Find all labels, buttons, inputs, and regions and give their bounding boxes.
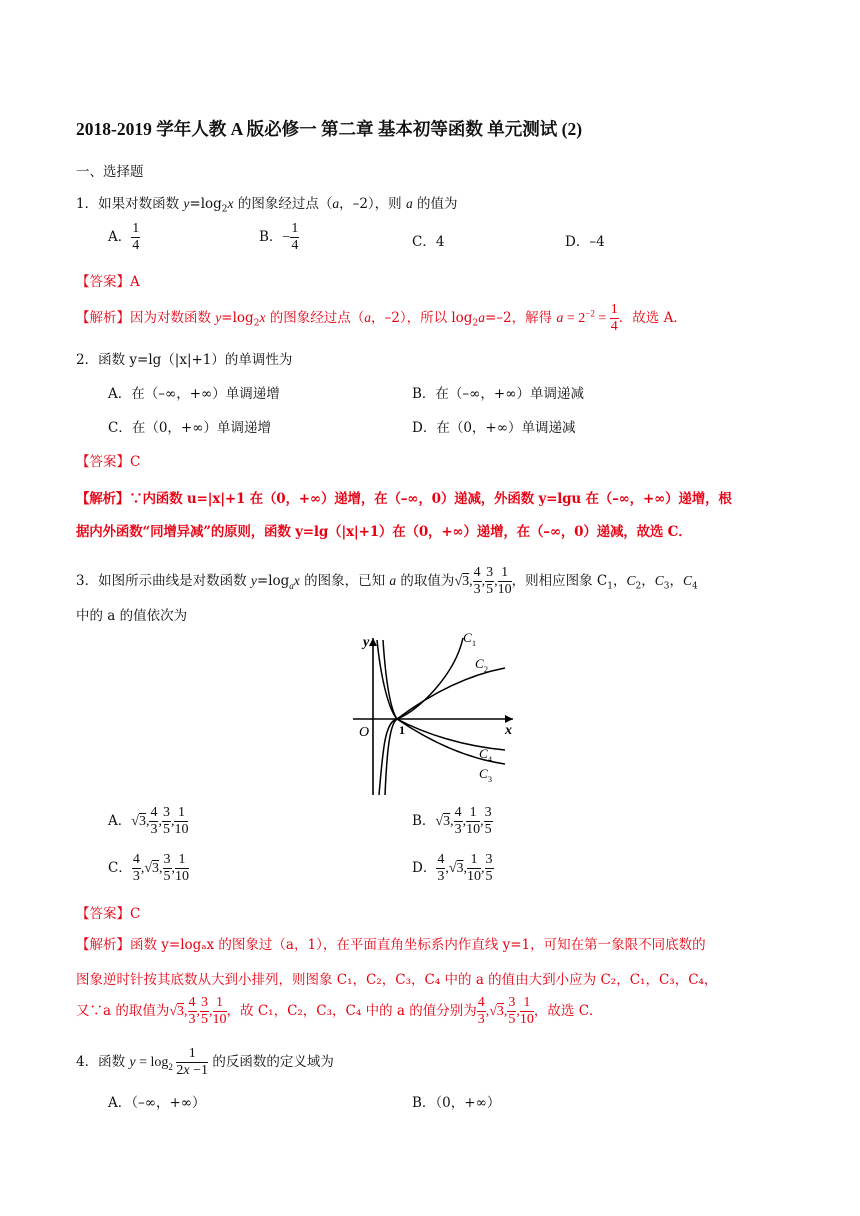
page-title: 2018-2019 学年人教 A 版必修一 第二章 基本初等函数 单元测试 (2) bbox=[76, 119, 583, 139]
svg-text:x: x bbox=[505, 723, 512, 738]
q3-option-a: A．√3, $\frac{4}{3}$ , $\frac{3}{5}$ , $\frac{1}{10}$ bbox=[108, 805, 189, 837]
svg-text:4: 4 bbox=[488, 755, 492, 764]
q3-answer: 【答案】C bbox=[76, 906, 141, 922]
svg-text:C: C bbox=[475, 656, 484, 671]
svg-text:C: C bbox=[463, 630, 472, 645]
q2-answer: 【答案】C bbox=[76, 454, 141, 470]
q1-answer: 【答案】A bbox=[76, 274, 140, 290]
svg-text:O: O bbox=[359, 725, 370, 740]
q1-analysis: 【解析】因为对数函数 $y=\log_2x$ 的图象经过点（a，–2），所以 $\log_2a=-2$，解得 $a = 2^{-2}$ = $\frac{1}{4}$ ．故选 A． bbox=[76, 302, 687, 334]
q4-option-b: B．（0，+∞） bbox=[412, 1095, 501, 1111]
svg-text:1: 1 bbox=[472, 639, 476, 648]
q2-option-a: A．在（–∞，+∞）单调递增 bbox=[108, 386, 280, 402]
q2-option-d: D．在（0，+∞）单调递减 bbox=[412, 420, 576, 436]
q2-analysis-line-2: 据内外函数“同增异减”的原则，函数 y=lg（|x|+1）在（0，+∞）递增，在（–∞，0）递减，故选 C． bbox=[76, 524, 692, 540]
q2-option-b: B．在（–∞，+∞）单调递减 bbox=[412, 386, 584, 402]
q2-option-c: C．在（0，+∞）单调递增 bbox=[108, 420, 271, 436]
q3-analysis-line-1: 【解析】函数 y=logₐx 的图象过（a，1），在平面直角坐标系内作直线 y=1，可知在第一象限不同底数的 bbox=[76, 937, 706, 953]
svg-text:2: 2 bbox=[484, 665, 488, 674]
q3-option-d: D． $\frac{4}{3}$ ,√3, $\frac{1}{10}$ , $\frac{3}{5}$ bbox=[412, 852, 493, 884]
q3-option-b: B．√3, $\frac{4}{3}$ , $\frac{1}{10}$ , $\frac{3}{5}$ bbox=[412, 805, 492, 837]
q4-option-a: A．（–∞，+∞） bbox=[108, 1095, 206, 1111]
svg-text:y: y bbox=[363, 635, 370, 650]
q3-option-c: C． $\frac{4}{3}$ ,√3, $\frac{3}{5}$ , $\frac{1}{10}$ bbox=[108, 852, 190, 884]
svg-text:C: C bbox=[479, 766, 488, 781]
q3-analysis-line-3: 又∵a 的取值为√3, $\frac{4}{3}$ , $\frac{3}{5}$ , $\frac{1}{10}$ ，故 C₁，C₂，C₃，C₄ 中的 a 的值分别为 $\frac{4}{3}$ ,√3, $\frac{3}{5}$ , $\frac{1}{10}$ ，故选 C． bbox=[76, 995, 603, 1027]
q2-analysis-line-1: 【解析】∵内函数 u=|x|+1 在（0，+∞）递增，在（–∞，0）递减，外函数 y=lgu 在（–∞，+∞）递增，根 bbox=[76, 491, 732, 507]
question-4-stem: 4．函数 $y = \log_2$ $\frac{1}{2x -1}$ 的反函数的定义域为 bbox=[76, 1046, 334, 1078]
question-1-stem: 1．如果对数函数 $y=\log_2x$ 的图象经过点（a，–2），则 a 的值为 bbox=[76, 196, 458, 215]
q1-option-b: B．− $\frac{1}{4}$ bbox=[259, 221, 299, 253]
section-heading: 一、选择题 bbox=[76, 164, 144, 180]
svg-text:3: 3 bbox=[488, 775, 492, 784]
question-3-stem: 3．如图所示曲线是对数函数 $y=\log_ax$ 的图象，已知 a 的取值为√3, $\frac{4}{3}$ , $\frac{3}{5}$ , $\frac{1}{10}$ ，则相应图象 $C_1$，$C_2$，$C_3$，$C_4$ bbox=[76, 565, 698, 597]
log-curves-figure bbox=[345, 630, 520, 800]
curve-c1 bbox=[379, 638, 463, 795]
q3-analysis-line-2: 图象逆时针按其底数从大到小排列，则图象 C₁，C₂，C₃，C₄ 中的 a 的值由大到小应为 C₂，C₁，C₃，C₄， bbox=[76, 972, 718, 988]
svg-text:C: C bbox=[479, 746, 488, 761]
q1-option-a: A． $\frac{1}{4}$ bbox=[108, 221, 140, 253]
question-2-stem: 2．函数 y=lg（|x|+1）的单调性为 bbox=[76, 352, 293, 368]
question-3-stem-line-2: 中的 a 的值依次为 bbox=[76, 608, 188, 624]
svg-text:1: 1 bbox=[399, 723, 405, 737]
q1-option-c: C．4 bbox=[412, 234, 445, 250]
q1-option-d: D．–4 bbox=[565, 234, 605, 250]
